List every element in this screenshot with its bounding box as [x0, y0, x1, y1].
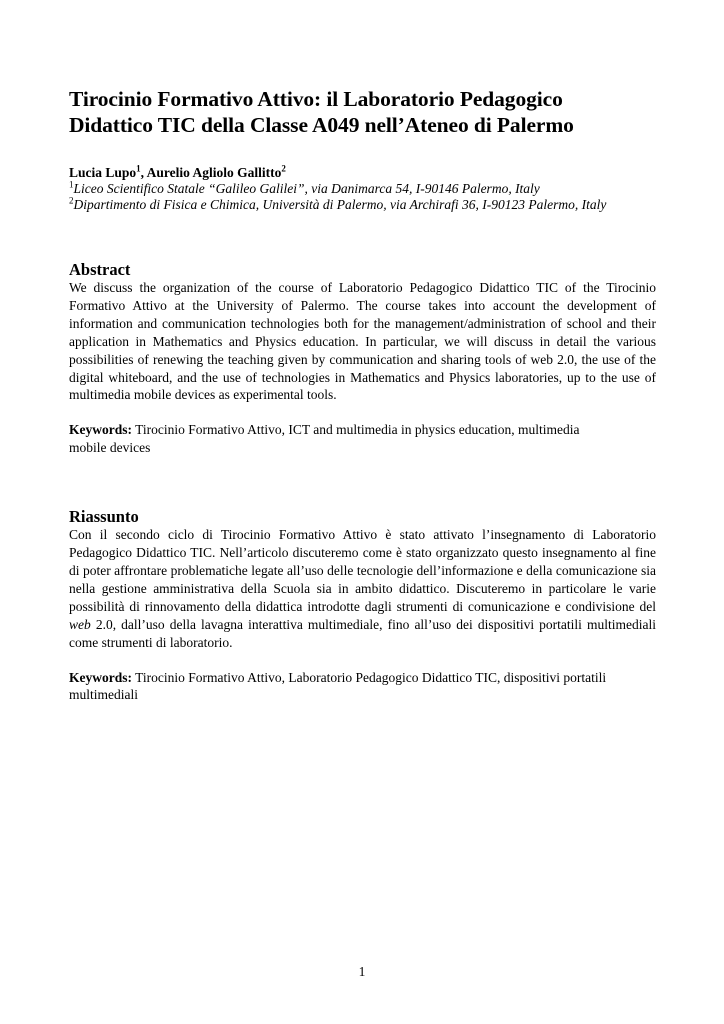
riassunto-body: [69, 526, 656, 651]
author-name: Lucia Lupo: [69, 165, 137, 180]
keywords-text: Tirocinio Formativo Attivo, ICT and multimedia in physics education, multimedia: [132, 422, 580, 438]
keywords-label: Keywords:: [69, 669, 132, 685]
riassunto-section: [69, 508, 656, 704]
author-affiliation-marker: 1: [136, 163, 141, 174]
keywords-text-continued: mobile devices: [69, 440, 151, 456]
author-name: Aurelio Agliolo Gallitto: [146, 165, 282, 180]
affiliation: [69, 197, 656, 213]
affiliation: [69, 181, 656, 197]
affiliation-marker: 2: [69, 195, 74, 206]
affiliation-marker: 1: [69, 179, 74, 190]
author-list: [69, 164, 656, 181]
page-number: 1: [358, 964, 366, 979]
paper-title: [69, 86, 656, 138]
affiliation-text: Liceo Scientifico Statale “Galileo Galilei”, via Danimarca 54, I-90146 Palermo, Italy: [73, 181, 540, 196]
title-line-1: Tirocinio Formativo Attivo: il Laboratorio Pedagogico: [69, 87, 563, 111]
riassunto-body-part-2: 2.0, dall’uso della lavagna interattiva multimediale, fino all’uso dei dispositivi portatili multimediali come strumenti di laboratorio.: [69, 616, 656, 650]
riassunto-heading: Riassunto: [69, 507, 139, 527]
author-separator: ,: [140, 165, 147, 180]
keywords-text-continued: multimediali: [69, 687, 138, 703]
affiliation-text: Dipartimento di Fisica e Chimica, Università di Palermo, via Archirafi 36, I-90123 Palermo, Italy: [73, 197, 607, 212]
riassunto-keywords: [69, 669, 656, 705]
keywords-label: Keywords:: [69, 422, 132, 438]
abstract-body: We discuss the organization of the course of Laboratorio Pedagogico Didattico TIC of the Tirocinio Formativo Attivo at the University of Palermo. The course takes into account the development of information and communication technologies both for the management/administration of school and their application in Mathematics and Physics education. In particular, we will discuss in detail the various possibilities of renewing the teaching given by communication and sharing tools of web 2.0, the use of the digital whiteboard, and the use of technologies in Mathematics and Physics laboratories, up to the use of multimedia mobile devices as experimental tools.: [69, 280, 656, 403]
abstract-section: [69, 261, 656, 457]
riassunto-body-part-1: Con il secondo ciclo di Tirocinio Formativo Attivo è stato attivato l’insegnamento di Laboratorio Pedagogico Didattico TIC. Nell’articolo discuteremo come è stato organizzato questo insegnamento al fine di poter affrontare problematiche legate all’uso delle tecnologie dell’informazione e della comunicazione sia nella gestione amministrativa della Scuola sia in ambito didattico. Discuteremo in particolare le varie possibilità di rinnovamento della didattica introdotte dagli strumenti di comunicazione e condivisione del: [69, 527, 656, 614]
author-affiliation-marker: 2: [281, 163, 286, 174]
abstract-heading: Abstract: [69, 260, 131, 279]
keywords-text: Tirocinio Formativo Attivo, Laboratorio Pedagogico Didattico TIC, dispositivi portatili: [132, 669, 607, 685]
paper-page: [69, 86, 656, 704]
title-line-2: Didattico TIC della Classe A049 nell’Ateneo di Palermo: [69, 113, 574, 137]
riassunto-body-italic: web: [69, 616, 91, 632]
abstract-keywords: [69, 421, 656, 457]
